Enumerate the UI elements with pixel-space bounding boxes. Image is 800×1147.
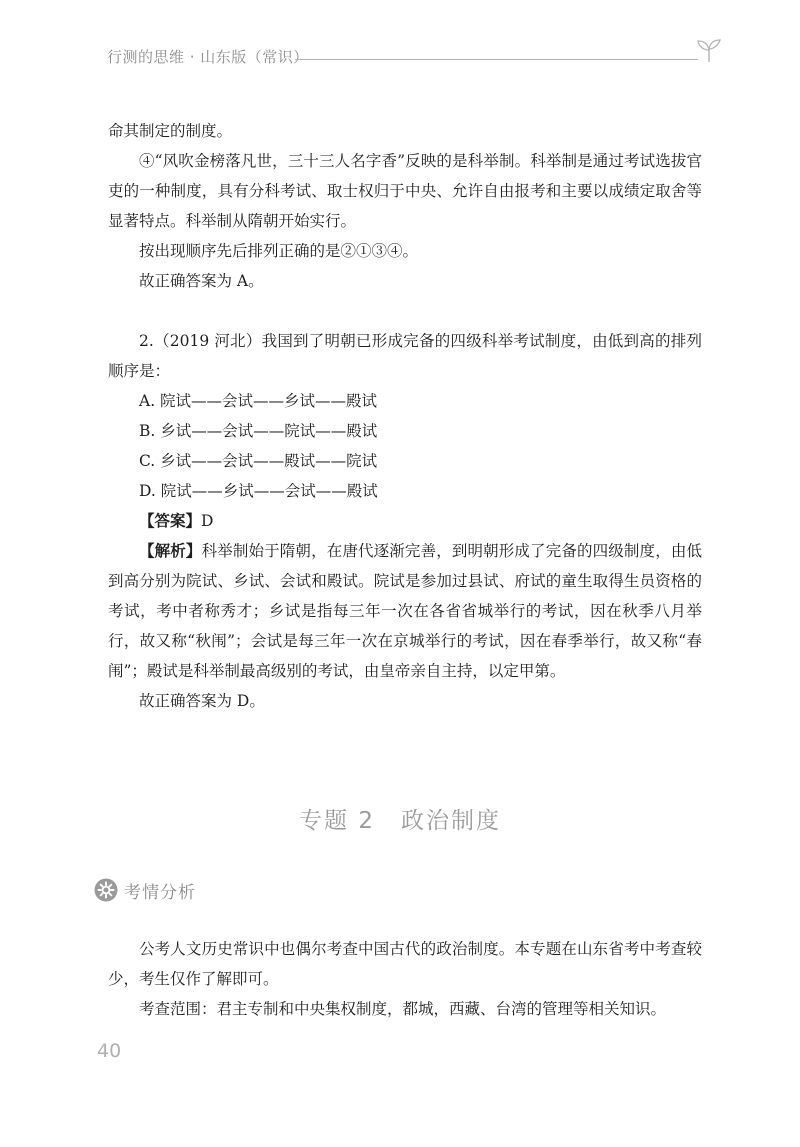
answer-label: 【答案】 xyxy=(139,512,202,530)
header-title: 行测的思维 · 山东版（常识） xyxy=(107,48,309,66)
analysis-body xyxy=(108,934,702,1024)
analysis-body-p2: 考查范围：君主专制和中央集权制度，都城，西藏、台湾的管理等相关知识。 xyxy=(139,1000,667,1018)
sprout-icon xyxy=(694,38,724,64)
analysis-body-p1: 公考人文历史常识中也偶尔考查中国古代的政治制度。本专题在山东省考中考查较少，考生仅作了解即可。 xyxy=(108,940,702,988)
header-divider xyxy=(295,59,698,60)
option-c: C. 乡试——会试——殿试——院试 xyxy=(139,452,378,470)
answer-row xyxy=(108,506,702,536)
answer-value: D xyxy=(201,512,214,530)
analysis-heading xyxy=(94,876,196,904)
page-number: 40 xyxy=(97,1040,122,1062)
explanation-item-4: ④“风吹金榜落凡世，三十三人名字香”反映的是科举制。科举制是通过考试选拔官吏的一种制度，具有分科考试、取士权归于中央、允许自由报考和主要以成绩定取舍等显著特点。科举制从隋朝开始实行。 xyxy=(108,152,702,230)
section-number: 专题 2 xyxy=(299,808,375,834)
analysis-label: 【解析】 xyxy=(139,542,202,560)
running-header xyxy=(107,46,710,70)
gear-icon xyxy=(94,878,118,902)
option-d: D. 院试——乡试——会试——殿试 xyxy=(139,482,378,500)
option-a: A. 院试——会试——乡试——殿试 xyxy=(139,392,378,410)
main-content xyxy=(108,116,702,716)
continuation-line: 命其制定的制度。 xyxy=(108,122,233,140)
analysis-paragraph xyxy=(108,536,702,686)
spacer xyxy=(108,296,702,326)
answer-line-q2: 故正确答案为 D。 xyxy=(139,692,265,710)
answer-line-q1: 故正确答案为 A。 xyxy=(139,272,264,290)
option-b: B. 乡试——会试——院试——殿试 xyxy=(139,422,378,440)
question-2-stem: 2.（2019 河北）我国到了明朝已形成完备的四级科举考试制度，由低到高的排列顺序是： xyxy=(108,332,702,380)
analysis-text: 科举制始于隋朝，在唐代逐渐完善，到明朝形成了完备的四级制度，由低到高分别为院试、乡试、会试和殿试。院试是参加过县试、府试的童生取得生员资格的考试，考中者称秀才；乡试是指每三年一次在各省省城举行的考试，因在秋季八月举行，故又称“秋闱”；会试是每三年一次在京城举行的考试，因在春季举行，故又称“春闱”；殿试是科举制最高级别的考试，由皇帝亲自主持，以定甲第。 xyxy=(108,542,702,680)
order-conclusion: 按出现顺序先后排列正确的是②①③④。 xyxy=(139,242,419,260)
section-title xyxy=(0,802,800,835)
section-name: 政治制度 xyxy=(400,808,501,834)
analysis-heading-label: 考情分析 xyxy=(124,882,196,903)
